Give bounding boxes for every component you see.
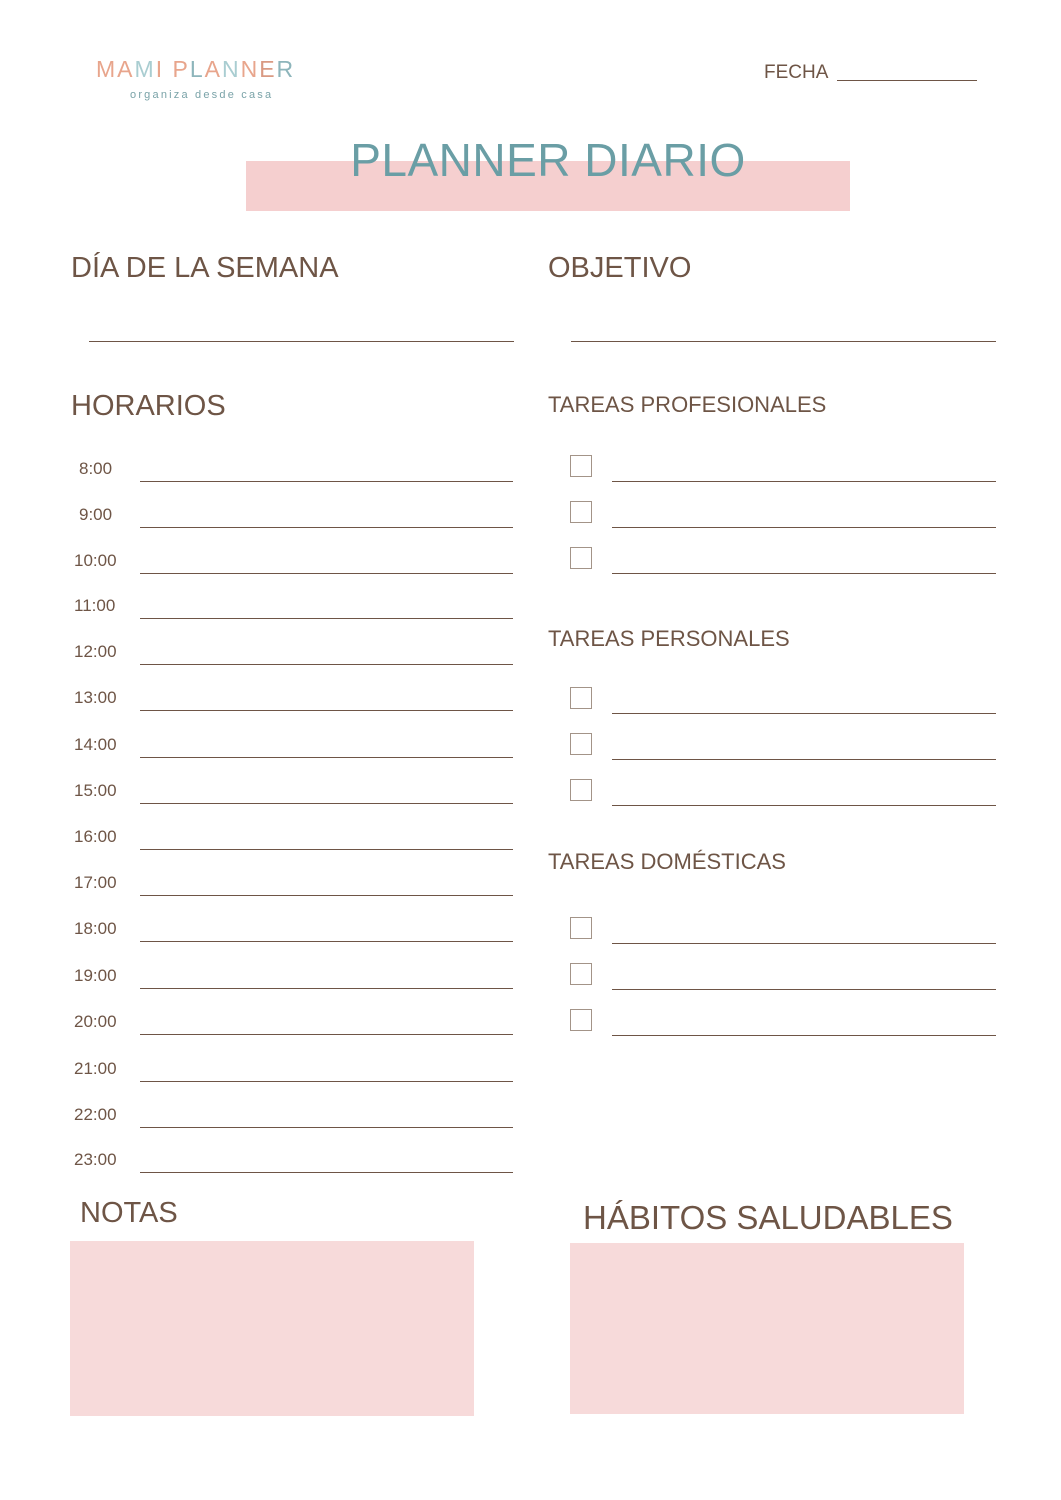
logo-letter: P bbox=[172, 56, 190, 82]
logo-letter: M bbox=[134, 56, 156, 82]
task-checkbox[interactable] bbox=[570, 687, 592, 709]
brand-tagline: organiza desde casa bbox=[130, 89, 274, 101]
hour-entry-line[interactable] bbox=[140, 1081, 513, 1082]
hour-entry-line[interactable] bbox=[140, 757, 513, 758]
hour-label: 12:00 bbox=[74, 642, 117, 661]
task-entry-line[interactable] bbox=[612, 943, 996, 944]
hour-label: 15:00 bbox=[74, 781, 117, 800]
logo-letter: A bbox=[204, 56, 222, 82]
hour-label: 10:00 bbox=[74, 551, 117, 570]
hour-entry-line[interactable] bbox=[140, 895, 513, 896]
logo-letter bbox=[164, 56, 172, 83]
hour-label: 16:00 bbox=[74, 827, 117, 846]
healthy-habits-heading: HÁBITOS SALUDABLES bbox=[583, 1199, 953, 1236]
logo-letter: M bbox=[96, 56, 118, 82]
brand-logo bbox=[96, 56, 295, 83]
task-entry-line[interactable] bbox=[612, 713, 996, 714]
task-checkbox[interactable] bbox=[570, 455, 592, 477]
hour-label: 13:00 bbox=[74, 688, 117, 707]
hour-entry-line[interactable] bbox=[140, 527, 513, 528]
date-field-line[interactable] bbox=[837, 80, 977, 81]
date-label: FECHA bbox=[764, 62, 829, 83]
task-checkbox[interactable] bbox=[570, 963, 592, 985]
hour-entry-line[interactable] bbox=[140, 1127, 513, 1128]
hour-entry-line[interactable] bbox=[140, 573, 513, 574]
task-entry-line[interactable] bbox=[612, 805, 996, 806]
hour-label: 23:00 bbox=[74, 1150, 117, 1169]
schedule-heading: HORARIOS bbox=[71, 390, 226, 422]
personal-tasks-heading: TAREAS PERSONALES bbox=[548, 626, 790, 651]
task-checkbox[interactable] bbox=[570, 1009, 592, 1031]
hour-label: 22:00 bbox=[74, 1105, 117, 1124]
task-checkbox[interactable] bbox=[570, 917, 592, 939]
hour-entry-line[interactable] bbox=[140, 481, 513, 482]
logo-letter: L bbox=[189, 56, 205, 82]
healthy-habits-box[interactable] bbox=[570, 1243, 964, 1414]
hour-label: 18:00 bbox=[74, 919, 117, 938]
logo-letter: I bbox=[155, 56, 165, 82]
professional-tasks-heading: TAREAS PROFESIONALES bbox=[548, 392, 827, 417]
page-title: PLANNER DIARIO bbox=[350, 134, 746, 186]
objective-heading: OBJETIVO bbox=[548, 252, 692, 284]
weekday-line[interactable] bbox=[89, 341, 514, 342]
task-checkbox[interactable] bbox=[570, 501, 592, 523]
hour-label: 8:00 bbox=[79, 459, 113, 478]
hour-entry-line[interactable] bbox=[140, 988, 513, 989]
hour-label: 19:00 bbox=[74, 966, 117, 985]
hour-entry-line[interactable] bbox=[140, 803, 513, 804]
hour-entry-line[interactable] bbox=[140, 1172, 513, 1173]
task-entry-line[interactable] bbox=[612, 759, 996, 760]
task-entry-line[interactable] bbox=[612, 481, 996, 482]
hour-entry-line[interactable] bbox=[140, 849, 513, 850]
task-entry-line[interactable] bbox=[612, 989, 996, 990]
hour-label: 20:00 bbox=[74, 1012, 117, 1031]
task-entry-line[interactable] bbox=[612, 527, 996, 528]
logo-letter: E bbox=[259, 56, 277, 82]
hour-label: 21:00 bbox=[74, 1059, 117, 1078]
task-checkbox[interactable] bbox=[570, 733, 592, 755]
logo-letter: A bbox=[117, 56, 135, 82]
hour-label: 17:00 bbox=[74, 873, 117, 892]
task-entry-line[interactable] bbox=[612, 573, 996, 574]
logo-letter: N bbox=[240, 56, 260, 82]
notes-heading: NOTAS bbox=[80, 1197, 178, 1229]
domestic-tasks-heading: TAREAS DOMÉSTICAS bbox=[548, 849, 786, 874]
hour-entry-line[interactable] bbox=[140, 941, 513, 942]
task-checkbox[interactable] bbox=[570, 779, 592, 801]
objective-line[interactable] bbox=[571, 341, 996, 342]
hour-entry-line[interactable] bbox=[140, 664, 513, 665]
task-checkbox[interactable] bbox=[570, 547, 592, 569]
hour-label: 9:00 bbox=[79, 505, 113, 524]
hour-label: 11:00 bbox=[74, 596, 116, 615]
logo-letter: N bbox=[221, 56, 241, 82]
weekday-heading: DÍA DE LA SEMANA bbox=[71, 252, 339, 284]
task-entry-line[interactable] bbox=[612, 1035, 996, 1036]
notes-box[interactable] bbox=[70, 1241, 474, 1416]
hour-entry-line[interactable] bbox=[140, 618, 513, 619]
hour-entry-line[interactable] bbox=[140, 1034, 513, 1035]
hour-label: 14:00 bbox=[74, 735, 117, 754]
logo-letter: R bbox=[276, 56, 296, 82]
hour-entry-line[interactable] bbox=[140, 710, 513, 711]
